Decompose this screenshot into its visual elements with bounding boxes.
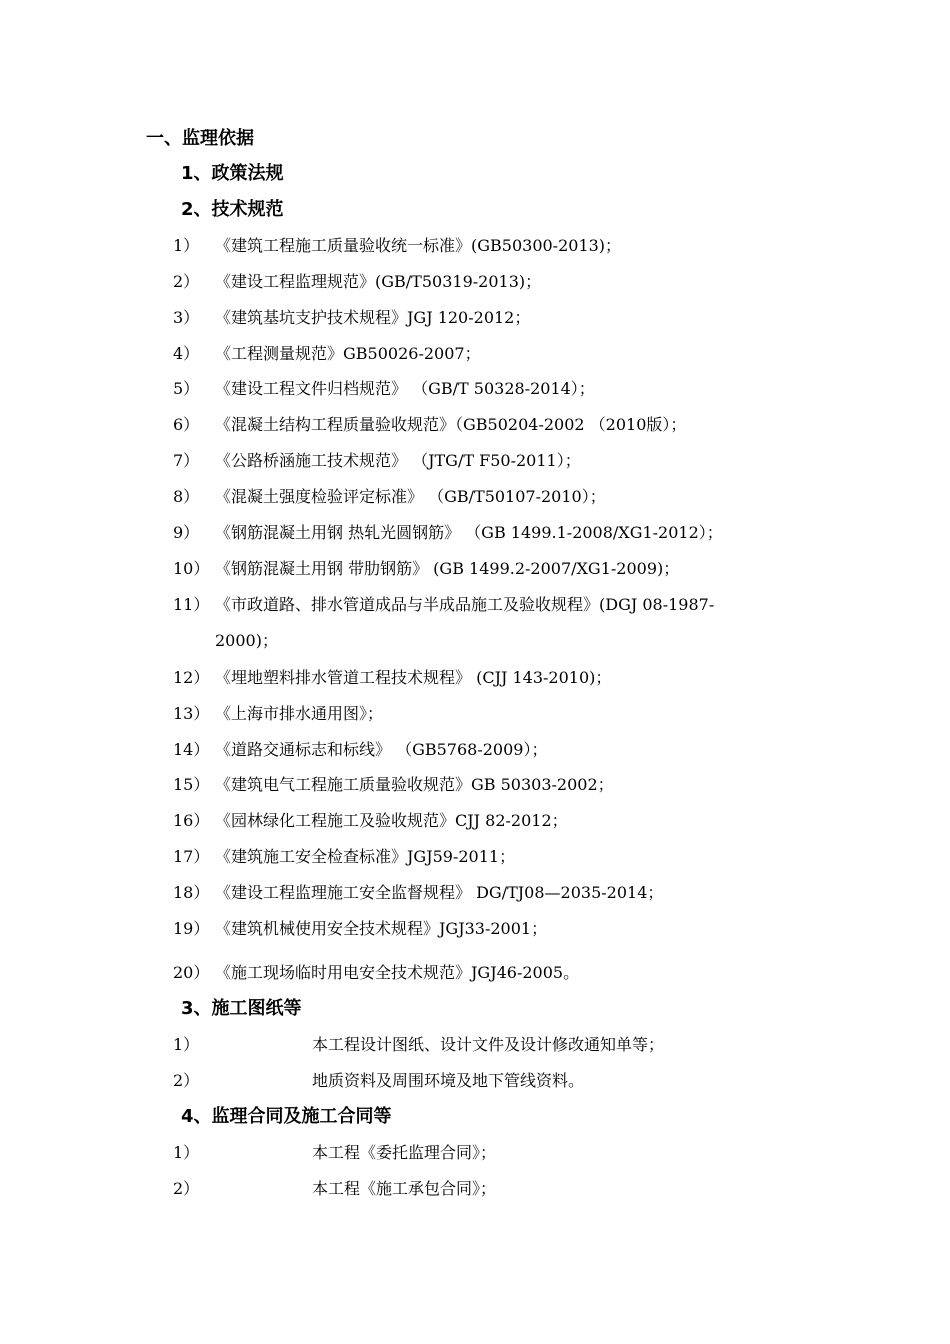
list-item-text: 地质资料及周围环境及地下管线资料。 bbox=[312, 1071, 585, 1090]
subsection-title-drawings: 3、施工图纸等 bbox=[181, 998, 302, 1019]
subsection-title-contracts: 4、监理合同及施工合同等 bbox=[181, 1106, 392, 1127]
list-item-number: 11） bbox=[173, 595, 210, 614]
list-item-text: 本工程《委托监理合同》； bbox=[312, 1143, 497, 1162]
list-item-number: 16） bbox=[173, 811, 210, 830]
list-item-text: 《混凝土结构工程质量验收规范》（GB50204-2002 （2010版）； bbox=[215, 415, 687, 434]
list-item-text: 《公路桥涵施工技术规范》 （JTG/T F50-2011）； bbox=[215, 451, 581, 470]
list-item-text: 《道路交通标志和标线》 （GB5768-2009）； bbox=[215, 740, 548, 759]
list-item-text: 《钢筋混凝土用钢 热轧光圆钢筋》 （GB 1499.1-2008/XG1-2012）； bbox=[215, 523, 723, 542]
list-item-continuation: 2000)； bbox=[215, 631, 278, 650]
list-item-text: 《工程测量规范》GB50026-2007； bbox=[215, 344, 481, 363]
subsection-title-policy: 1、政策法规 bbox=[181, 163, 284, 184]
list-item-number: 2） bbox=[173, 1179, 200, 1198]
list-item-number: 4） bbox=[173, 344, 200, 363]
list-item-number: 12） bbox=[173, 668, 210, 687]
list-item-number: 9） bbox=[173, 523, 200, 542]
list-item-text: 《建筑机械使用安全技术规程》JGJ33-2001； bbox=[215, 919, 548, 938]
list-item-number: 18） bbox=[173, 883, 210, 902]
list-item-number: 8） bbox=[173, 487, 200, 506]
list-item-number: 17） bbox=[173, 847, 210, 866]
list-item-number: 20） bbox=[173, 963, 210, 982]
list-item-text: 本工程《施工承包合同》； bbox=[312, 1179, 497, 1198]
list-item-number: 5） bbox=[173, 379, 200, 398]
list-item-text: 《建设工程文件归档规范》 （GB/T 50328-2014）； bbox=[215, 379, 595, 398]
list-item-text: 《上海市排水通用图》； bbox=[215, 704, 384, 723]
list-item-text: 《建设工程监理规范》(GB/T50319-2013)； bbox=[215, 272, 542, 291]
list-item-text: 本工程设计图纸、设计文件及设计修改通知单等； bbox=[312, 1035, 665, 1054]
list-item-text: 《施工现场临时用电安全技术规范》JGJ46-2005。 bbox=[215, 963, 580, 982]
list-item-text: 《建设工程监理施工安全监督规程》 DG/TJ08—2035-2014； bbox=[215, 883, 664, 902]
section-title: 一、监理依据 bbox=[146, 128, 254, 149]
list-item-number: 19） bbox=[173, 919, 210, 938]
list-item-number: 1） bbox=[173, 1035, 200, 1054]
list-item-number: 14） bbox=[173, 740, 210, 759]
list-item-number: 1） bbox=[173, 236, 200, 255]
list-item-number: 1） bbox=[173, 1143, 200, 1162]
list-item-number: 15） bbox=[173, 775, 210, 794]
list-item-text: 《建筑工程施工质量验收统一标准》(GB50300-2013)； bbox=[215, 236, 622, 255]
list-item-number: 10） bbox=[173, 559, 210, 578]
list-item-text: 《埋地塑料排水管道工程技术规程》 (CJJ 143-2010)； bbox=[215, 668, 612, 687]
list-item-text: 《钢筋混凝土用钢 带肋钢筋》 (GB 1499.2-2007/XG1-2009)； bbox=[215, 559, 680, 578]
list-item-number: 2） bbox=[173, 272, 200, 291]
list-item-number: 13） bbox=[173, 704, 210, 723]
subsection-title-tech-specs: 2、技术规范 bbox=[181, 199, 284, 220]
list-item-text: 《建筑基坑支护技术规程》JGJ 120-2012； bbox=[215, 308, 531, 327]
list-item-text: 《建筑电气工程施工质量验收规范》GB 50303-2002； bbox=[215, 775, 614, 794]
list-item-number: 2） bbox=[173, 1071, 200, 1090]
list-item-number: 6） bbox=[173, 415, 200, 434]
list-item-text: 《园林绿化工程施工及验收规范》CJJ 82-2012； bbox=[215, 811, 568, 830]
list-item-text: 《混凝土强度检验评定标准》 （GB/T50107-2010）； bbox=[215, 487, 606, 506]
list-item-number: 3） bbox=[173, 308, 200, 327]
list-item-text: 《市政道路、排水管道成品与半成品施工及验收规程》(DGJ 08-1987- bbox=[215, 595, 715, 614]
list-item-number: 7） bbox=[173, 451, 200, 470]
list-item-text: 《建筑施工安全检查标准》JGJ59-2011； bbox=[215, 847, 516, 866]
